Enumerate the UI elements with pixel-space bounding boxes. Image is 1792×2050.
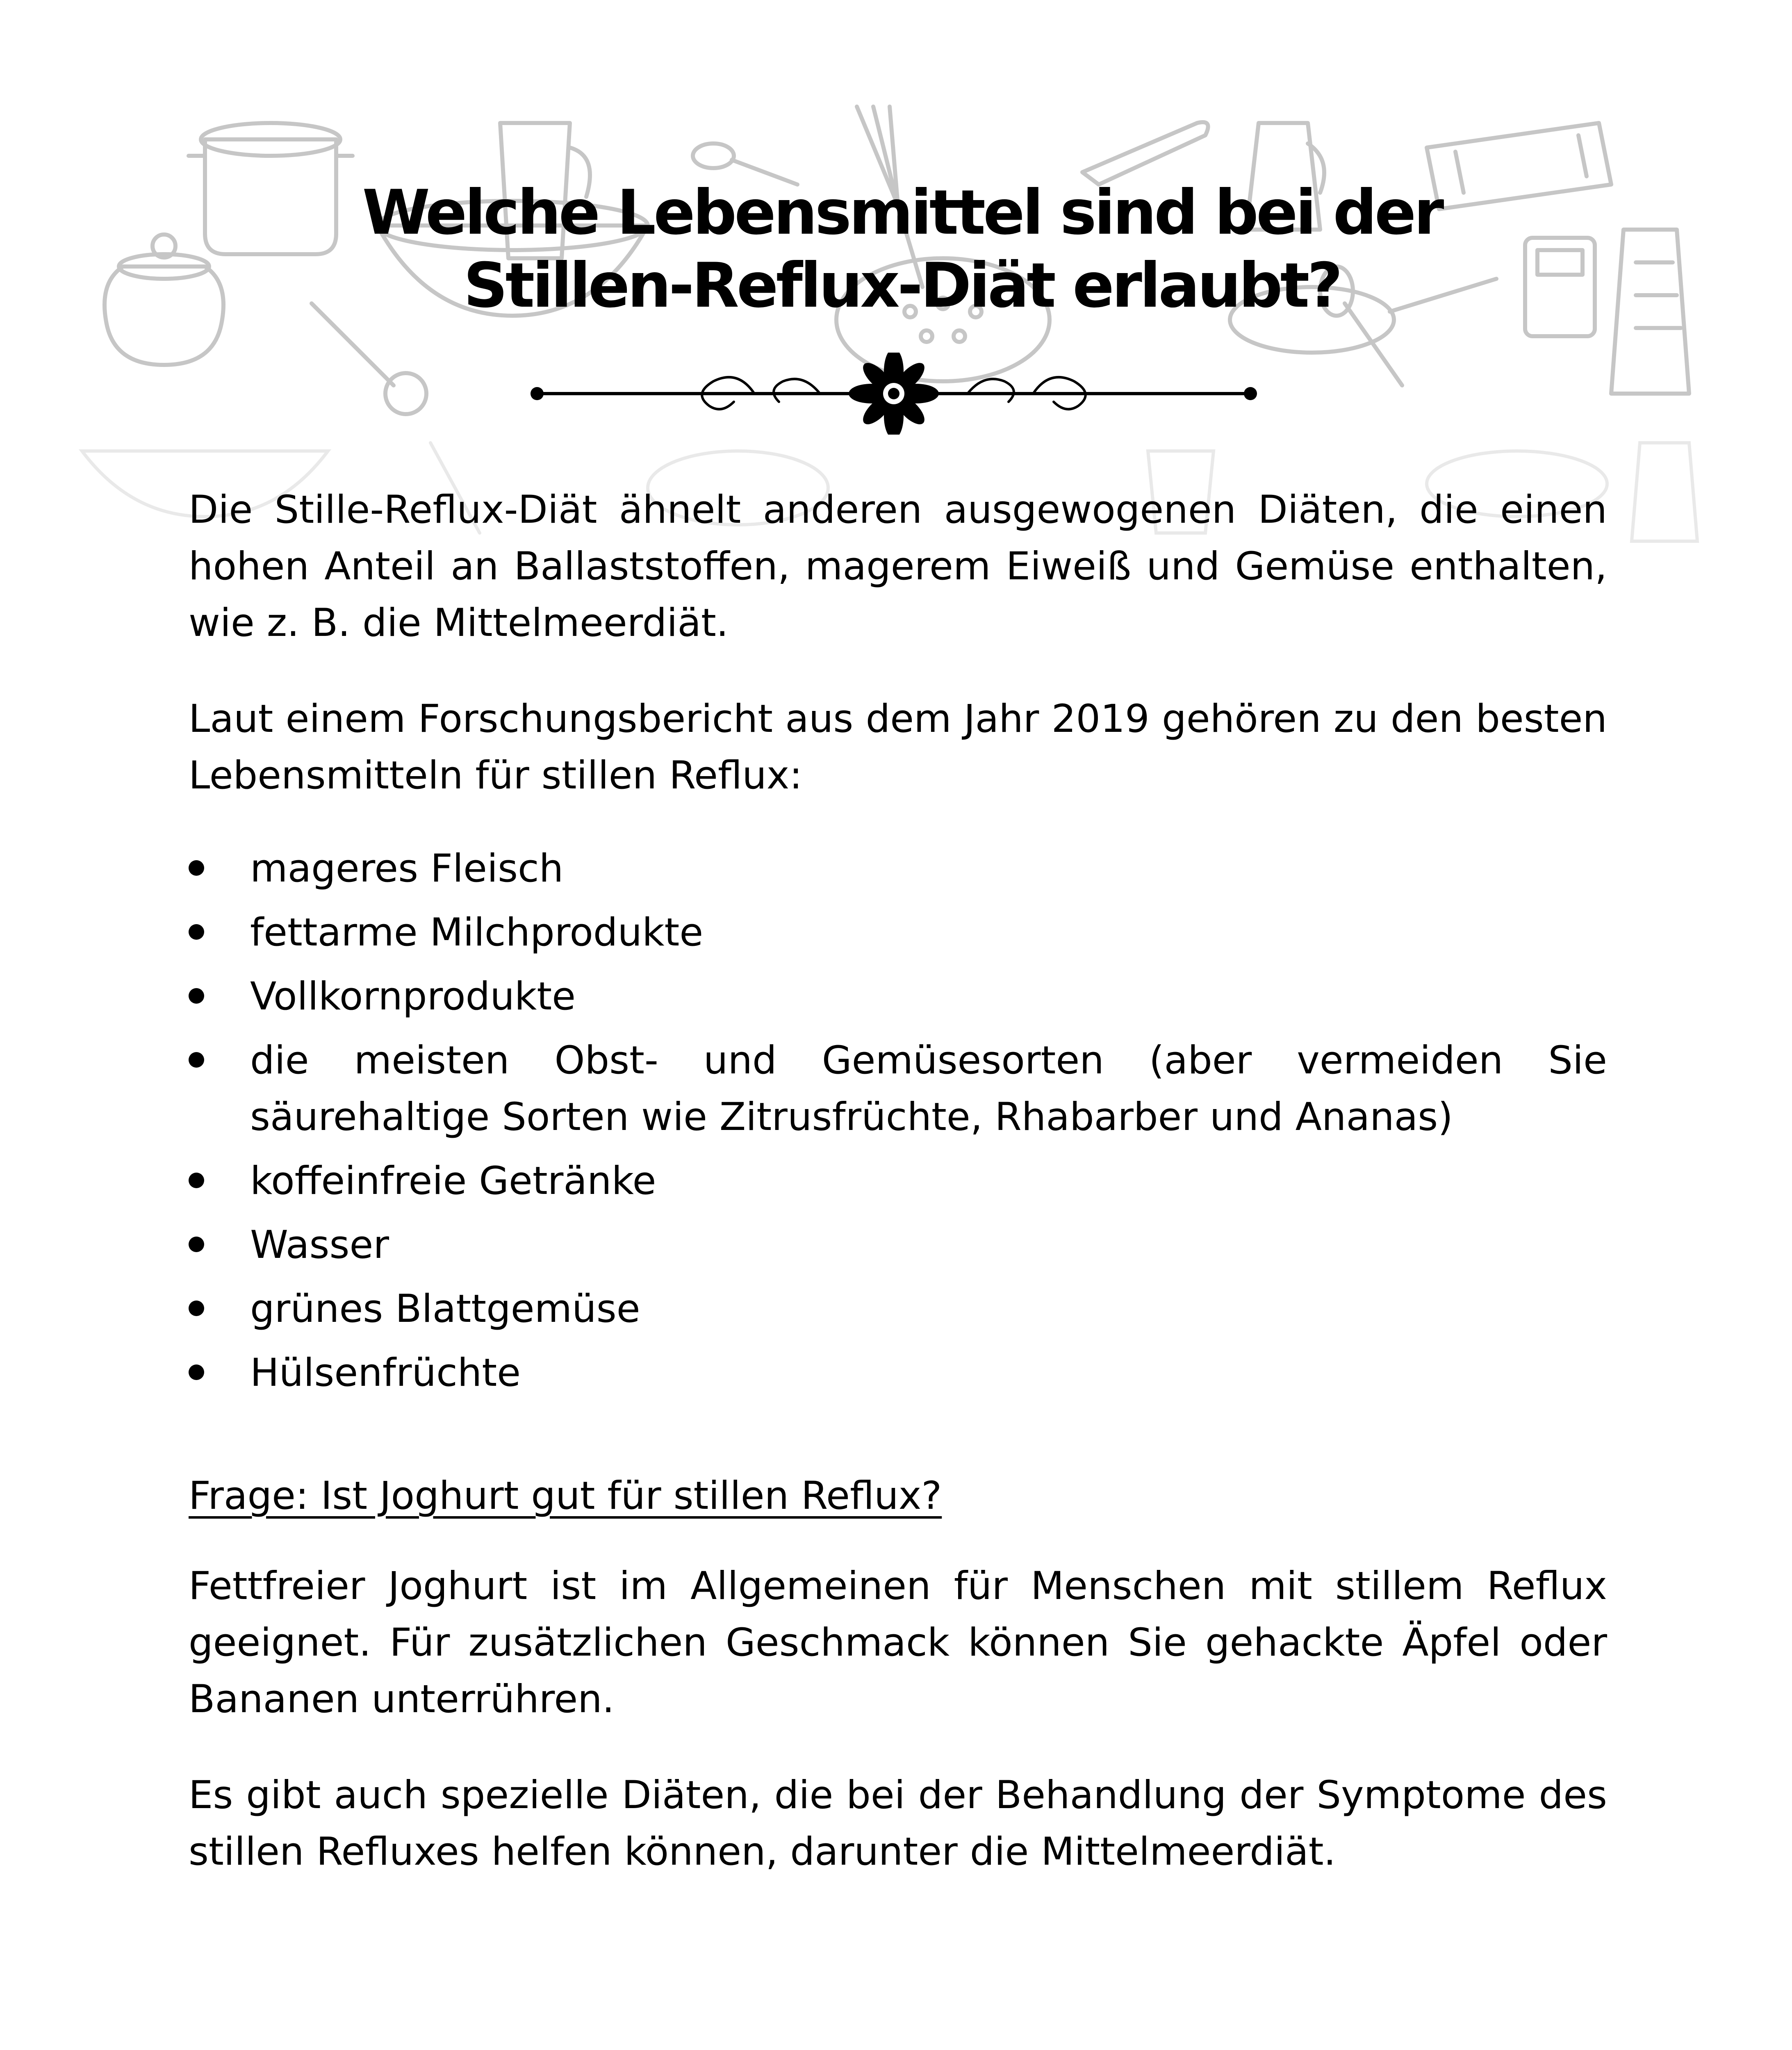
- list-item-text: die meisten Obst- und Gemüsesorten (aber vermeiden Sie säurehaltige Sorten wie Zitrusfrüchte, Rhabarber und Ananas): [250, 1038, 1607, 1139]
- bullet-icon: [189, 1173, 204, 1188]
- list-item: [189, 968, 1607, 1025]
- list-item: [189, 1217, 1607, 1273]
- bullet-icon: [189, 988, 204, 1004]
- intro-paragraph: Die Stille-Reflux-Diät ähnelt anderen ausgewogenen Diäten, die einen hohen Anteil an Ballaststoffen, magerem Eiweiß und Gemüse enthalten, wie z. B. die Mittelmeerdiät.: [189, 487, 1607, 645]
- bullet-icon: [189, 1052, 204, 1068]
- bullet-icon: [189, 924, 204, 940]
- scale-icon: [1525, 238, 1595, 336]
- special-diets-paragraph: Es gibt auch spezielle Diäten, die bei der Behandlung der Symptome des stillen Refluxes helfen können, darunter die Mittelmeerdiät.: [189, 1773, 1607, 1874]
- list-item-text: koffeinfreie Getränke: [250, 1159, 656, 1203]
- list-item-text: grünes Blattgemüse: [250, 1287, 640, 1331]
- list-item: [189, 904, 1607, 961]
- page-title-line-2: Stillen-Reflux-Diät erlaubt?: [463, 250, 1341, 321]
- bullet-icon: [189, 1237, 204, 1252]
- research-paragraph: Laut einem Forschungsbericht aus dem Jahr 2019 gehören zu den besten Lebensmitteln für stillen Reflux:: [189, 697, 1607, 798]
- kettle-icon: [105, 235, 223, 365]
- list-item-text: fettarme Milchprodukte: [250, 910, 704, 955]
- yogurt-question-heading: Frage: Ist Joghurt gut für stillen Reflux?: [189, 1474, 942, 1518]
- list-item: [189, 1345, 1607, 1401]
- list-item-text: Wasser: [250, 1223, 389, 1267]
- grater-icon: [1611, 230, 1689, 394]
- list-item: [189, 1281, 1607, 1337]
- list-item: [189, 1032, 1607, 1146]
- list-item: [189, 840, 1607, 897]
- page-title: [287, 176, 1517, 322]
- list-item-text: mageres Fleisch: [250, 846, 564, 891]
- food-list: [189, 840, 1607, 1409]
- knife-icon: [1082, 122, 1208, 184]
- yogurt-answer-paragraph: Fettfreier Joghurt ist im Allgemeinen für Menschen mit stillem Reflux geeignet. Für zusätzlichen Geschmack können Sie gehackte Äpfel oder Bananen unterrühren.: [189, 1564, 1607, 1722]
- bullet-icon: [189, 1301, 204, 1316]
- page-title-line-1: Welche Lebensmittel sind bei der: [362, 177, 1442, 248]
- list-item: [189, 1153, 1607, 1210]
- list-item-text: Hülsenfrüchte: [250, 1351, 521, 1395]
- list-item-text: Vollkornprodukte: [250, 974, 576, 1019]
- bullet-icon: [189, 1364, 204, 1380]
- ornamental-divider: [525, 353, 1263, 435]
- bullet-icon: [189, 860, 204, 876]
